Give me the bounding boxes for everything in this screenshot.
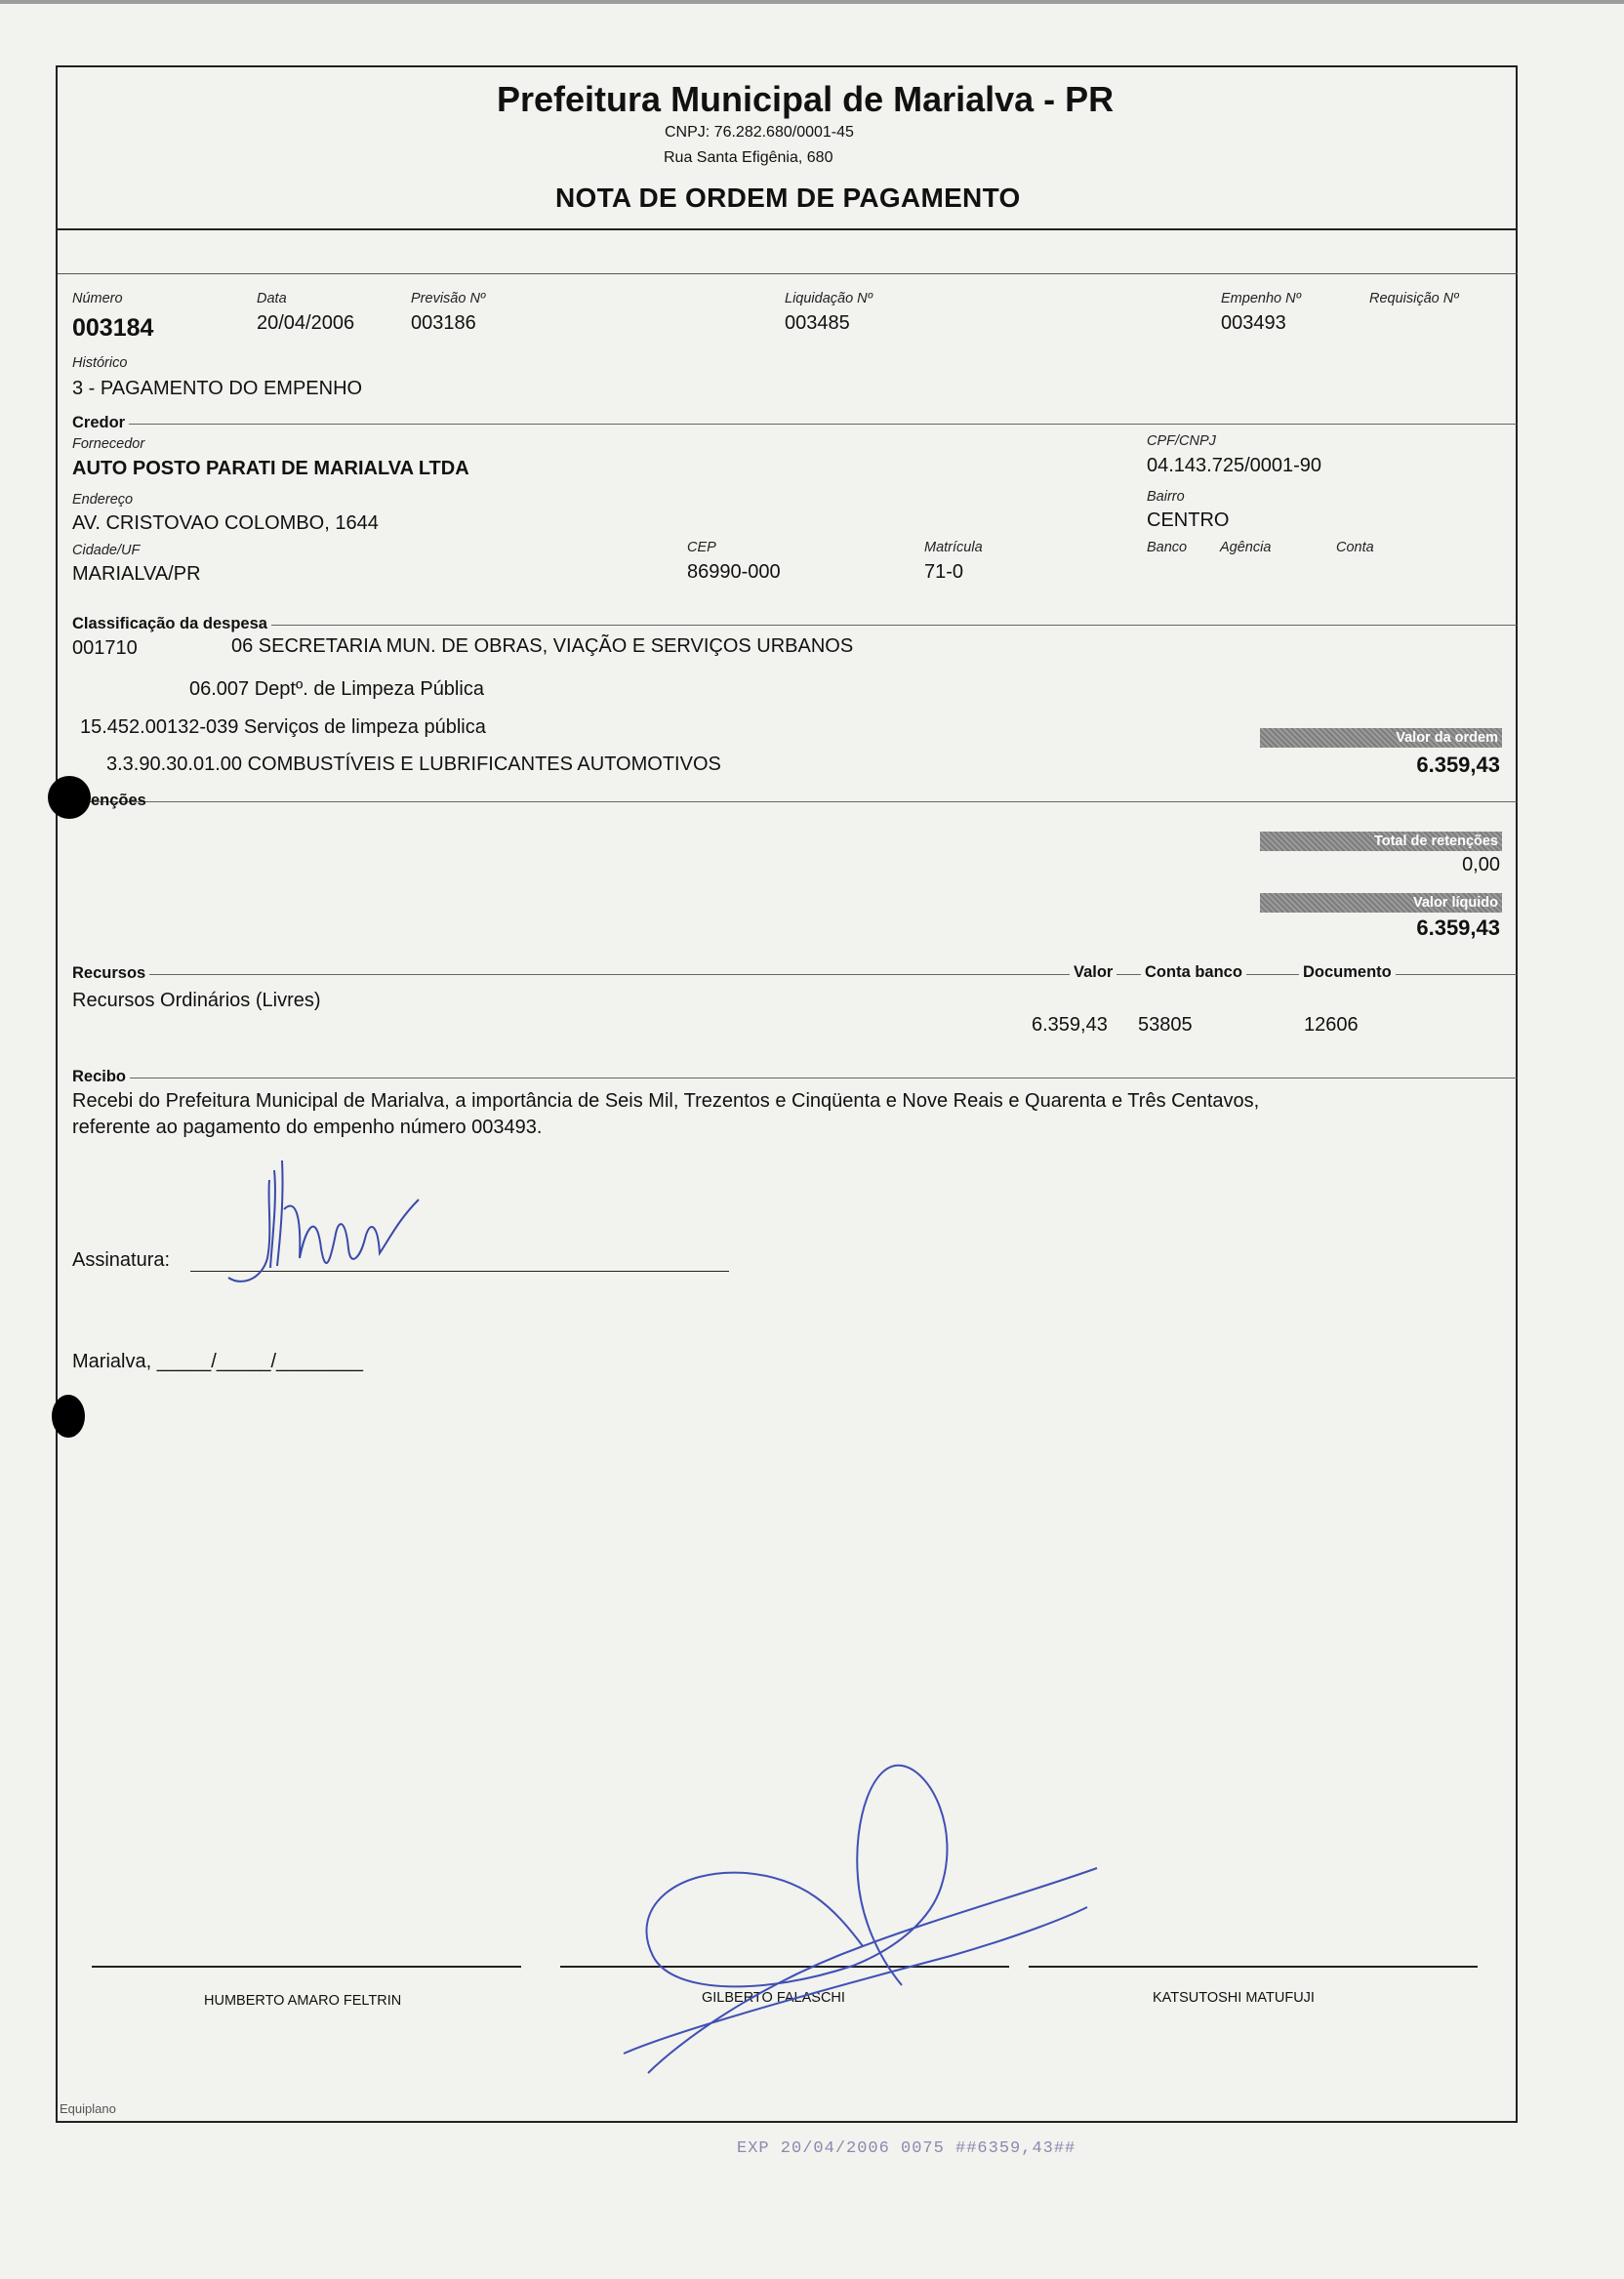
recursos-documento: 12606 bbox=[1304, 1014, 1359, 1036]
cpf-value: 04.143.725/0001-90 bbox=[1147, 455, 1322, 476]
data-label: Data bbox=[257, 291, 287, 306]
requisicao-label: Requisição Nº bbox=[1369, 291, 1459, 306]
banco-label: Banco bbox=[1147, 540, 1188, 555]
signatory-1-name: HUMBERTO AMARO FELTRIN bbox=[204, 1993, 402, 2009]
bairro-value: CENTRO bbox=[1147, 509, 1230, 531]
liquidacao-value: 003485 bbox=[785, 312, 850, 334]
system-footer: Equiplano bbox=[60, 2101, 116, 2116]
classificacao-line2: 06.007 Deptº. de Limpeza Pública bbox=[189, 678, 484, 700]
empenho-value: 003493 bbox=[1221, 312, 1286, 334]
endereco-value: AV. CRISTOVAO COLOMBO, 1644 bbox=[72, 512, 379, 534]
recursos-conta-header: Conta banco bbox=[1141, 963, 1246, 982]
retencoes-section-title: enções bbox=[91, 792, 146, 809]
cidade-label: Cidade/UF bbox=[72, 543, 141, 558]
historico-label: Histórico bbox=[72, 355, 128, 371]
ink-blot bbox=[48, 776, 91, 819]
liquidacao-label: Liquidação Nº bbox=[785, 291, 873, 306]
punch-hole-mark bbox=[52, 1395, 85, 1438]
recipient-signature bbox=[223, 1141, 575, 1287]
classificacao-line3: 15.452.00132-039 Serviços de limpeza pública bbox=[80, 716, 486, 738]
recibo-text-line2: referente ao pagamento do empenho número 003493. bbox=[72, 1117, 543, 1138]
classificacao-rule bbox=[72, 625, 1517, 626]
previsao-value: 003186 bbox=[411, 312, 476, 334]
recursos-section-title: Recursos bbox=[72, 964, 149, 983]
classificacao-section-title: Classificação da despesa bbox=[72, 615, 271, 633]
bank-authentication-stamp: EXP 20/04/2006 0075 ##6359,43## bbox=[737, 2139, 1076, 2158]
numero-label: Número bbox=[72, 291, 123, 306]
document-title: NOTA DE ORDEM DE PAGAMENTO bbox=[555, 183, 1021, 213]
classificacao-code: 001710 bbox=[72, 637, 138, 659]
bairro-label: Bairro bbox=[1147, 489, 1185, 505]
address-line: Rua Santa Efigênia, 680 bbox=[664, 149, 833, 166]
cnpj-line: CNPJ: 76.282.680/0001-45 bbox=[665, 124, 854, 141]
classificacao-line4: 3.3.90.30.01.00 COMBUSTÍVEIS E LUBRIFICANTES AUTOMOTIVOS bbox=[106, 753, 721, 775]
valor-ordem-label: Valor da ordem bbox=[1260, 728, 1502, 748]
fornecedor-label: Fornecedor bbox=[72, 436, 145, 452]
total-retencoes-label: Total de retenções bbox=[1260, 832, 1502, 851]
recursos-valor: 6.359,43 bbox=[1032, 1014, 1108, 1036]
matricula-label: Matrícula bbox=[924, 540, 983, 555]
empenho-label: Empenho Nº bbox=[1221, 291, 1301, 306]
previsao-label: Previsão Nº bbox=[411, 291, 486, 306]
municipality-title: Prefeitura Municipal de Marialva - PR bbox=[497, 79, 1115, 119]
conta-label: Conta bbox=[1336, 540, 1374, 555]
data-value: 20/04/2006 bbox=[257, 312, 355, 334]
agencia-label: Agência bbox=[1220, 540, 1272, 555]
signature-line-1 bbox=[92, 1966, 521, 1968]
historico-value: 3 - PAGAMENTO DO EMPENHO bbox=[72, 378, 363, 399]
recibo-section-title: Recibo bbox=[72, 1068, 130, 1086]
signatory-3-name: KATSUTOSHI MATUFUJI bbox=[1153, 1990, 1315, 2006]
local-data-line: Marialva, _____/_____/________ bbox=[72, 1351, 364, 1372]
valor-liquido-value: 6.359,43 bbox=[1416, 916, 1500, 940]
matricula-value: 71-0 bbox=[924, 561, 964, 583]
payment-order-form bbox=[56, 65, 1518, 2123]
cpf-label: CPF/CNPJ bbox=[1147, 433, 1216, 449]
numero-value: 003184 bbox=[72, 314, 154, 342]
total-retencoes-value: 0,00 bbox=[1462, 854, 1500, 875]
signatory-2-name: GILBERTO FALASCHI bbox=[702, 1990, 845, 2006]
ids-top-rule bbox=[58, 273, 1518, 274]
valor-ordem-value: 6.359,43 bbox=[1416, 753, 1500, 777]
official-signature bbox=[609, 1761, 1116, 2083]
assinatura-label: Assinatura: bbox=[72, 1249, 171, 1271]
classificacao-line1: 06 SECRETARIA MUN. DE OBRAS, VIAÇÃO E SERVIÇOS URBANOS bbox=[231, 635, 854, 657]
cidade-value: MARIALVA/PR bbox=[72, 563, 201, 585]
recursos-documento-header: Documento bbox=[1299, 963, 1396, 982]
recibo-text-line1: Recebi do Prefeitura Municipal de Marialva, a importância de Seis Mil, Trezentos e Cinqüenta e Nove Reais e Quarenta e Três Centavos, bbox=[72, 1090, 1260, 1112]
recursos-valor-header: Valor bbox=[1070, 963, 1116, 982]
credor-rule bbox=[72, 424, 1517, 425]
fornecedor-value: AUTO POSTO PARATI DE MARIALVA LTDA bbox=[72, 458, 469, 479]
credor-section-title: Credor bbox=[72, 414, 129, 432]
valor-liquido-label: Valor líquido bbox=[1260, 893, 1502, 913]
scan-top-edge bbox=[0, 0, 1624, 4]
endereco-label: Endereço bbox=[72, 492, 134, 508]
cep-value: 86990-000 bbox=[687, 561, 781, 583]
recursos-descricao: Recursos Ordinários (Livres) bbox=[72, 990, 321, 1011]
recursos-conta: 53805 bbox=[1138, 1014, 1193, 1036]
cep-label: CEP bbox=[687, 540, 716, 555]
header-divider bbox=[58, 228, 1516, 230]
retencoes-rule bbox=[72, 801, 1517, 802]
